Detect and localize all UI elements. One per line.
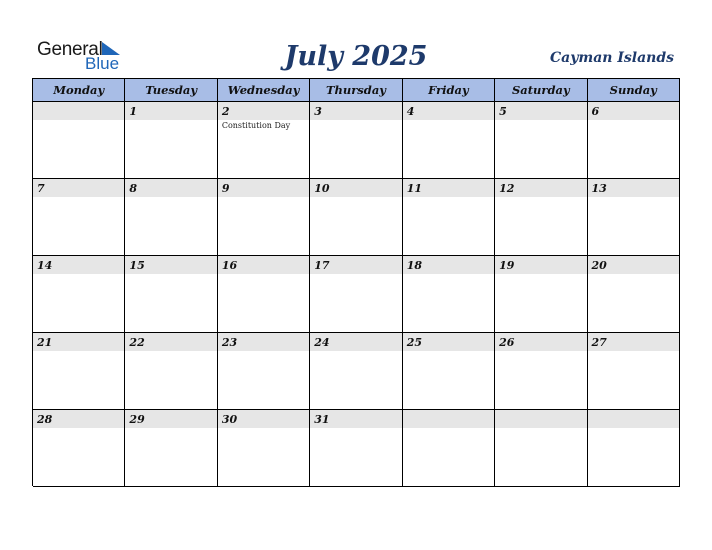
- day-cell: [33, 256, 125, 333]
- day-cell: [495, 256, 587, 333]
- day-number: 12: [499, 182, 515, 195]
- day-cell: [125, 102, 217, 179]
- logo-text-blue: Blue: [85, 54, 120, 73]
- day-cell: [403, 333, 495, 410]
- day-cell: [33, 102, 125, 179]
- day-cell: [218, 256, 310, 333]
- day-cell: [588, 333, 680, 410]
- weekday-header: Saturday: [495, 79, 587, 102]
- day-cell: [125, 333, 217, 410]
- day-cell: [125, 179, 217, 256]
- date-band: [125, 102, 216, 120]
- day-number: 26: [499, 336, 515, 349]
- day-cell: [310, 333, 402, 410]
- date-band: [33, 179, 124, 197]
- month-calendar-grid: [32, 78, 680, 486]
- day-cell: [403, 256, 495, 333]
- date-band: [33, 102, 124, 120]
- day-cell: [403, 410, 495, 487]
- holiday-label: Constitution Day: [221, 121, 291, 130]
- day-number: 25: [406, 336, 422, 349]
- date-band: [495, 102, 586, 120]
- day-cell: [33, 410, 125, 487]
- day-number: 11: [406, 182, 422, 195]
- day-cell: [310, 102, 402, 179]
- date-band: [588, 102, 679, 120]
- day-number: 19: [499, 259, 515, 272]
- day-cell: [588, 179, 680, 256]
- day-cell: [218, 410, 310, 487]
- week-row: [33, 179, 680, 256]
- day-cell: [310, 410, 402, 487]
- day-cell: [495, 333, 587, 410]
- date-band: [125, 179, 216, 197]
- day-number: 13: [591, 182, 607, 195]
- day-number: 9: [221, 182, 230, 195]
- day-number: 2: [221, 105, 230, 118]
- day-number: 7: [37, 182, 45, 195]
- day-cell: [588, 410, 680, 487]
- day-number: 6: [591, 105, 600, 118]
- day-cell: [403, 179, 495, 256]
- logo-text-general: General: [37, 39, 103, 60]
- day-cell: [495, 102, 587, 179]
- day-number: 30: [221, 413, 238, 426]
- day-number: 4: [406, 105, 415, 118]
- week-row: [33, 410, 680, 487]
- day-number: 5: [499, 105, 507, 118]
- day-number: 27: [591, 336, 607, 349]
- week-row: [33, 102, 680, 179]
- day-cell: [310, 179, 402, 256]
- day-cell: [33, 179, 125, 256]
- day-cell: [125, 410, 217, 487]
- weekday-header: Friday: [403, 79, 495, 102]
- day-cell: [33, 333, 125, 410]
- day-cell: [588, 102, 680, 179]
- week-row: [33, 333, 680, 410]
- date-band: [403, 102, 494, 120]
- day-cell: [495, 410, 587, 487]
- day-number: 24: [314, 336, 330, 349]
- day-number: 17: [314, 259, 330, 272]
- day-number: 3: [314, 105, 322, 118]
- day-number: 8: [129, 182, 138, 195]
- weekday-header: Tuesday: [125, 79, 217, 102]
- day-number: 18: [406, 259, 422, 272]
- date-band: [588, 410, 679, 428]
- weekday-header: Sunday: [588, 79, 680, 102]
- day-cell: [218, 179, 310, 256]
- day-cell: [403, 102, 495, 179]
- weekday-header: Monday: [33, 79, 125, 102]
- day-number: 1: [129, 105, 138, 118]
- day-number: 15: [129, 259, 145, 272]
- day-number: 28: [37, 413, 53, 426]
- date-band: [218, 179, 309, 197]
- date-band: [495, 410, 586, 428]
- week-row: [33, 256, 680, 333]
- day-number: 20: [591, 259, 607, 272]
- date-band: [403, 410, 494, 428]
- day-number: 10: [314, 182, 330, 195]
- weekday-header: Wednesday: [218, 79, 310, 102]
- day-number: 21: [37, 336, 53, 349]
- calendar-region: Cayman Islands: [550, 50, 674, 66]
- day-number: 31: [314, 413, 330, 426]
- date-band: [218, 102, 309, 120]
- day-cell: [218, 333, 310, 410]
- day-cell: [495, 179, 587, 256]
- calendar-title: July 2025: [284, 41, 428, 72]
- weekday-header-row: [33, 79, 680, 102]
- weekday-header: Thursday: [310, 79, 402, 102]
- day-number: 23: [221, 336, 238, 349]
- day-number: 22: [129, 336, 145, 349]
- day-number: 16: [221, 259, 238, 272]
- day-cell: [310, 256, 402, 333]
- day-cell: [218, 102, 310, 179]
- day-cell: [125, 256, 217, 333]
- day-cell: [588, 256, 680, 333]
- date-band: [310, 102, 401, 120]
- day-number: 14: [37, 259, 53, 272]
- day-number: 29: [129, 413, 145, 426]
